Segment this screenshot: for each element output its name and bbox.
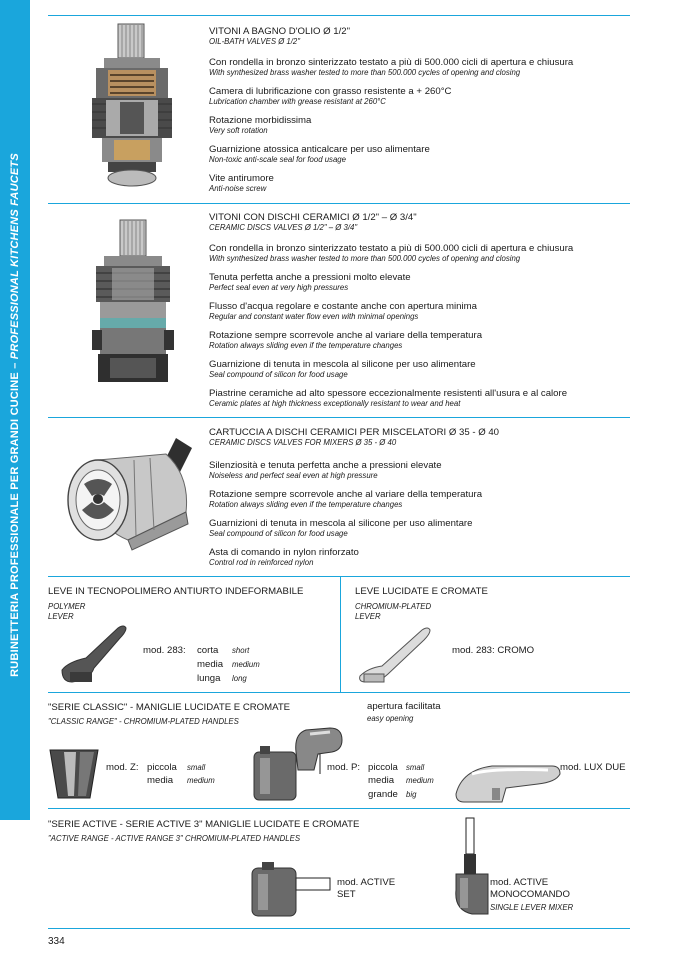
rule-3 bbox=[48, 576, 630, 577]
s2-title: VITONI CON DISCHI CERAMICI Ø 1/2" – Ø 3/4" bbox=[209, 212, 417, 223]
classic-subtitle: "CLASSIC RANGE" - CHROMIUM-PLATED HANDLES bbox=[48, 717, 239, 726]
lever-size-en: long bbox=[232, 674, 247, 683]
rule-1 bbox=[48, 203, 630, 204]
lever-size-label: lunga bbox=[197, 673, 221, 684]
handle-z-image bbox=[46, 748, 102, 800]
classic-title: "SERIE CLASSIC" - MANIGLIE LUCIDATE E CROMATE bbox=[48, 702, 291, 713]
s2-feature: Piastrine ceramiche ad alto spessore eccezionalmente resistenti all'usura e al calore Ceramic plates at high thickness exceptionally resistant to wear and heat bbox=[209, 388, 568, 408]
rule-2 bbox=[48, 417, 630, 418]
lever-size-label: media bbox=[197, 659, 224, 670]
chrome-lever-image bbox=[356, 622, 432, 684]
rule-bottom bbox=[48, 928, 630, 929]
oil-bath-valve-image bbox=[88, 22, 178, 190]
active-subtitle: "ACTIVE RANGE - ACTIVE RANGE 3" CHROMIUM-PLATED HANDLES bbox=[48, 834, 301, 843]
handle-size-en: medium bbox=[187, 776, 215, 785]
rule-top bbox=[48, 15, 630, 16]
active-title: "SERIE ACTIVE - SERIE ACTIVE 3" MANIGLIE LUCIDATE E CROMATE bbox=[48, 819, 360, 830]
active-set-l1: mod. ACTIVE bbox=[337, 877, 396, 888]
levers-right-mod: mod. 283: CROMO bbox=[452, 645, 535, 656]
s1-feature: Rotazione morbidissima Very soft rotation bbox=[209, 115, 312, 135]
s1-feature: Vite antirumore Anti-noise screw bbox=[209, 173, 274, 193]
handle-size-label: media bbox=[368, 775, 395, 786]
s2-feature: Tenuta perfetta anche a pressioni molto elevate Perfect seal even at very high pressures bbox=[209, 272, 411, 292]
easy-opening-label: apertura facilitata bbox=[367, 701, 441, 712]
page-number: 334 bbox=[48, 936, 65, 947]
s1-title: VITONI A BAGNO D'OLIO Ø 1/2" bbox=[209, 26, 351, 37]
levers-right-title: LEVE LUCIDATE E CROMATE bbox=[355, 586, 488, 597]
s3-feature: Silenziosità e tenuta perfetta anche a pressioni elevate Noiseless and perfect seal even at high pressure bbox=[209, 460, 442, 480]
s1-feature: Guarnizione atossica anticalcare per uso alimentare Non-toxic anti-scale seal for food usage bbox=[209, 144, 430, 164]
s1-feature: Con rondella in bronzo sinterizzato testato a più di 500.000 cicli di apertura e chiusura With synthesized brass washer tested to more than 500.000 cycles of opening and closing bbox=[209, 57, 574, 77]
lever-size-en: medium bbox=[232, 660, 260, 669]
mixer-cartridge-image bbox=[58, 432, 208, 562]
s2-feature: Rotazione sempre scorrevole anche al variare della temperatura Rotation always sliding even if the temperature changes bbox=[209, 330, 483, 350]
s3-feature: Guarnizioni di tenuta in mescola al silicone per uso alimentare Seal compound of silicon for food usage bbox=[209, 518, 473, 538]
handle-size-en: medium bbox=[406, 776, 434, 785]
handle-size-label: piccola bbox=[147, 762, 177, 773]
active-mono-en: SINGLE LEVER MIXER bbox=[490, 903, 574, 912]
classic-modp-mod: mod. P: bbox=[327, 762, 361, 773]
rule-4 bbox=[48, 692, 630, 693]
handle-size-label: media bbox=[147, 775, 174, 786]
s3-feature: Asta di comando in nylon rinforzato Control rod in reinforced nylon bbox=[209, 547, 359, 567]
active-mono-image bbox=[452, 816, 492, 916]
lever-size-label: corta bbox=[197, 645, 219, 656]
sidebar-band bbox=[0, 0, 30, 820]
handle-lux-due-image bbox=[452, 760, 562, 806]
levers-left-title: LEVE IN TECNOPOLIMERO ANTIURTO INDEFORMABILE bbox=[48, 586, 304, 597]
s1-feature: Camera di lubrificazione con grasso resistente a + 260°C Lubrication chamber with grease resistant at 260°C bbox=[209, 86, 452, 106]
active-set-image bbox=[248, 860, 332, 920]
s3-feature: Rotazione sempre scorrevole anche al variare della temperatura Rotation always sliding even if the temperature changes bbox=[209, 489, 483, 509]
levers-left-sub1: POLYMER bbox=[48, 602, 86, 611]
active-mono-l1: mod. ACTIVE bbox=[490, 877, 549, 888]
s3-subtitle: CERAMIC DISCS VALVES FOR MIXERS Ø 35 - Ø 40 bbox=[209, 438, 397, 447]
classic-lux-label: mod. LUX DUE bbox=[560, 762, 626, 773]
levers-right-sub1: CHROMIUM-PLATED bbox=[355, 602, 432, 611]
levers-left-sub2: LEVER bbox=[48, 612, 74, 621]
handle-size-en: big bbox=[406, 790, 417, 799]
s1-subtitle: OIL-BATH VALVES Ø 1/2" bbox=[209, 37, 301, 46]
active-set-l2: SET bbox=[337, 889, 356, 900]
sidebar-title: RUBINETTERIA PROFESSIONALE PER GRANDI CUCINE – PROFESSIONAL KITCHENS FAUCETS bbox=[9, 153, 21, 677]
ceramic-disc-valve-image bbox=[90, 218, 180, 398]
s2-feature: Con rondella in bronzo sinterizzato testato a più di 500.000 cicli di apertura e chiusura With synthesized brass washer tested to more than 500.000 cycles of opening and closing bbox=[209, 243, 574, 263]
classic-modz-mod: mod. Z: bbox=[106, 762, 139, 773]
active-mono-l2: MONOCOMANDO bbox=[490, 889, 570, 900]
rule-5 bbox=[48, 808, 630, 809]
s2-feature: Guarnizione di tenuta in mescola al silicone per uso alimentare Seal compound of silicon for food usage bbox=[209, 359, 476, 379]
s2-feature: Flusso d'acqua regolare e costante anche con apertura minima Regular and constant water flow even with minimal openings bbox=[209, 301, 477, 321]
lever-size-en: short bbox=[232, 646, 250, 655]
easy-opening-en: easy opening bbox=[367, 714, 414, 723]
handle-size-label: piccola bbox=[368, 762, 398, 773]
s2-subtitle: CERAMIC DISCS VALVES Ø 1/2" – Ø 3/4" bbox=[209, 223, 358, 232]
levers-left-mod: mod. 283: bbox=[143, 645, 186, 656]
handle-size-en: small bbox=[406, 763, 425, 772]
s3-title: CARTUCCIA A DISCHI CERAMICI PER MISCELATORI Ø 35 - Ø 40 bbox=[209, 427, 500, 438]
levers-right-sub2: LEVER bbox=[355, 612, 381, 621]
handle-size-en: small bbox=[187, 763, 206, 772]
rule-levers-divider bbox=[340, 577, 341, 692]
polymer-lever-image bbox=[60, 622, 130, 684]
handle-size-label: grande bbox=[368, 789, 398, 800]
